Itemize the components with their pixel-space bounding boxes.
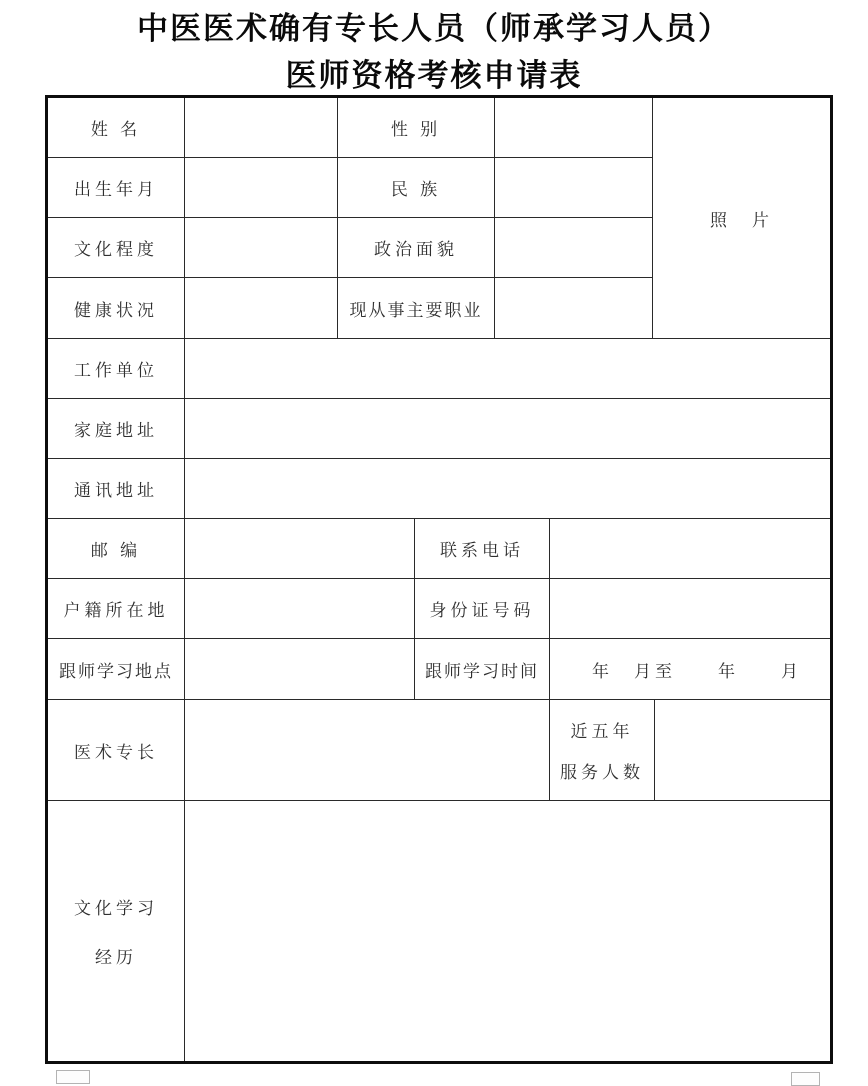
work-unit-label: 工作单位 (48, 339, 185, 399)
current-occupation-label: 现从事主要职业 (338, 278, 495, 339)
contact-section (48, 519, 830, 700)
postal-code-value-cell (185, 519, 415, 579)
home-address-value-cell (185, 399, 830, 459)
id-number-label: 身份证号码 (415, 579, 550, 639)
scan-artifact-left (56, 1070, 90, 1084)
education-history-section (48, 801, 830, 1061)
education-history-value-cell (185, 801, 830, 1061)
mailing-address-value-cell (185, 459, 830, 519)
apprenticeship-time-label: 跟师学习时间 (415, 639, 550, 700)
political-status-value-cell (495, 218, 653, 278)
specialty-section (48, 700, 830, 801)
education-history-label (48, 801, 185, 1061)
education-history-label-line2: 经历 (95, 948, 137, 967)
photo-cell (653, 98, 830, 339)
education-level-value-cell (185, 218, 338, 278)
household-registration-label: 户籍所在地 (48, 579, 185, 639)
postal-code-label: 邮 编 (48, 519, 185, 579)
name-label: 姓 名 (48, 98, 185, 158)
contact-phone-label: 联系电话 (415, 519, 550, 579)
five-year-service-count-label-line1: 近五年 (570, 722, 634, 741)
apprenticeship-location-value-cell (185, 639, 415, 700)
five-year-service-count-label (550, 700, 655, 801)
personal-info-section (48, 98, 830, 339)
mailing-address-label: 通讯地址 (48, 459, 185, 519)
application-form-table (45, 95, 833, 1064)
health-status-label: 健康状况 (48, 278, 185, 339)
current-occupation-value-cell (495, 278, 653, 339)
health-status-value-cell (185, 278, 338, 339)
scan-artifact-right (791, 1072, 820, 1086)
ethnicity-value-cell (495, 158, 653, 218)
education-level-label: 文化程度 (48, 218, 185, 278)
contact-phone-value-cell (550, 519, 830, 579)
id-number-value-cell (550, 579, 830, 639)
medical-specialty-value-cell (185, 700, 550, 801)
birth-date-value-cell (185, 158, 338, 218)
education-history-label-line1: 文化学习 (74, 899, 158, 918)
birth-date-label: 出生年月 (48, 158, 185, 218)
name-value-cell (185, 98, 338, 158)
apprenticeship-location-label: 跟师学习地点 (48, 639, 185, 700)
apprenticeship-time-value-cell: 年 月至 年 月 (550, 639, 830, 700)
five-year-service-count-label-line2: 服务人数 (560, 763, 644, 782)
photo-label: 照 片 (710, 210, 773, 230)
household-registration-value-cell (185, 579, 415, 639)
gender-value-cell (495, 98, 653, 158)
work-unit-value-cell (185, 339, 830, 399)
page-title (0, 5, 868, 99)
ethnicity-label: 民 族 (338, 158, 495, 218)
medical-specialty-label: 医术专长 (48, 700, 185, 801)
page-title-line2: 医师资格考核申请表 (285, 58, 583, 93)
page-title-line1: 中医医术确有专长人员（师承学习人员） (137, 11, 731, 46)
gender-label: 性 别 (338, 98, 495, 158)
address-section (48, 339, 830, 519)
five-year-service-count-value-cell (655, 700, 830, 801)
political-status-label: 政治面貌 (338, 218, 495, 278)
home-address-label: 家庭地址 (48, 399, 185, 459)
